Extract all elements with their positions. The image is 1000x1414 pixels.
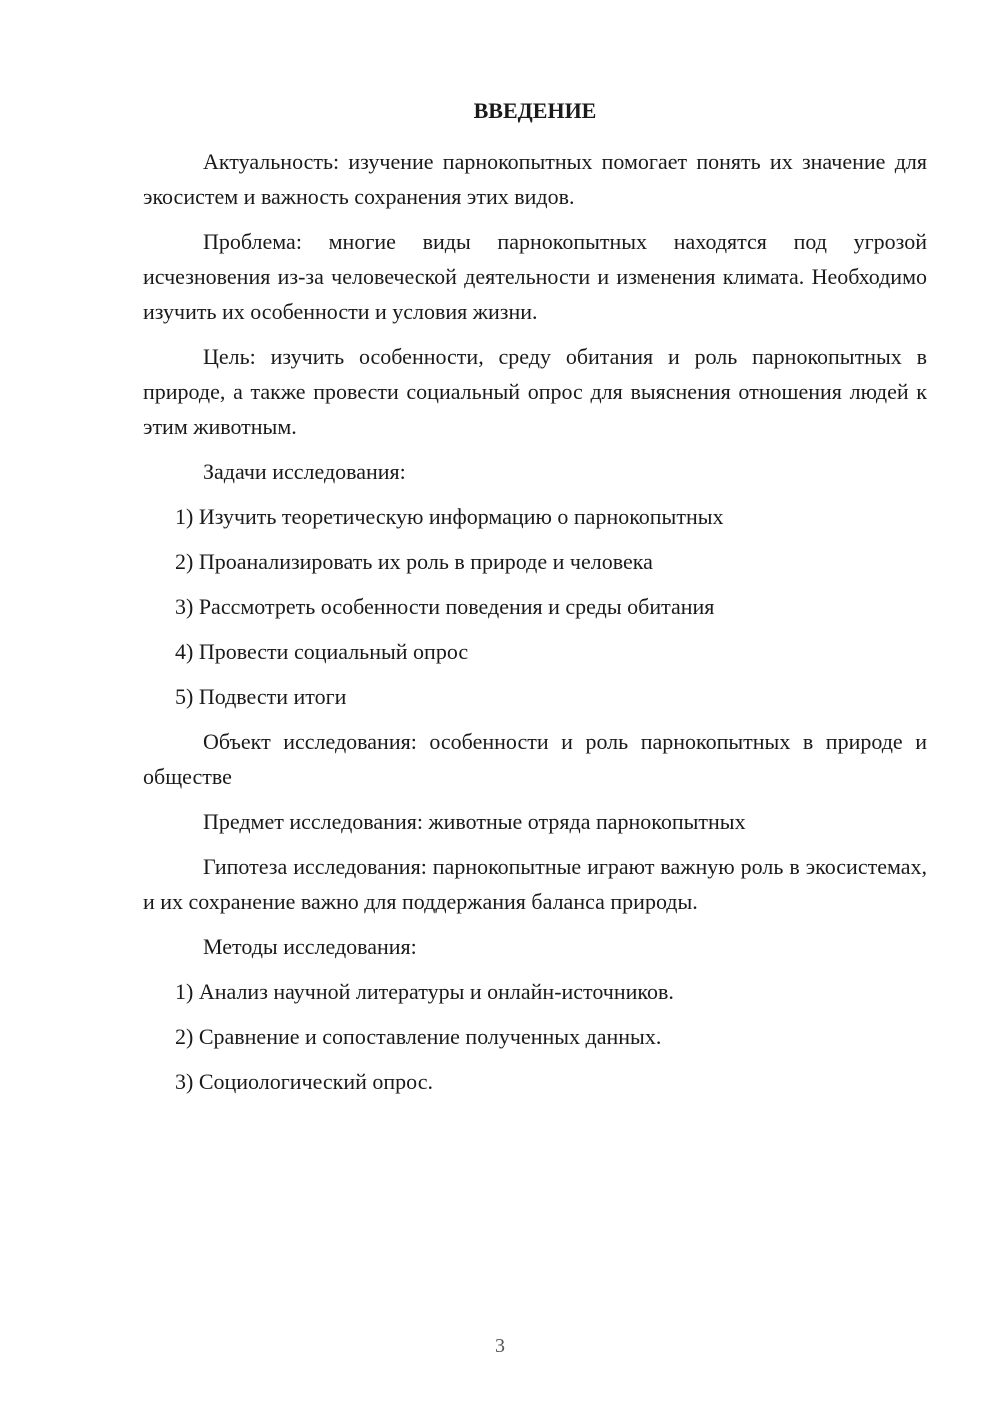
- problem-paragraph: Проблема: многие виды парнокопытных находятся под угрозой исчезновения из-за человеческой деятельности и изменения климата. Необходимо изучить их особенности и условия жизни.: [143, 229, 927, 324]
- tasks-heading: Задачи исследования:: [203, 459, 406, 484]
- subject-paragraph: Предмет исследования: животные отряда парнокопытных: [203, 809, 746, 834]
- hypothesis-paragraph: Гипотеза исследования: парнокопытные играют важную роль в экосистемах, и их сохранение важно для поддержания баланса природы.: [143, 854, 927, 914]
- object-paragraph: Объект исследования: особенности и роль парнокопытных в природе и обществе: [143, 729, 927, 789]
- goal-paragraph: Цель: изучить особенности, среду обитания и роль парнокопытных в природе, а также провести социальный опрос для выяснения отношения людей к этим животным.: [143, 344, 927, 439]
- tasks-list: [143, 499, 927, 714]
- page-title: ВВЕДЕНИЕ: [473, 98, 597, 123]
- list-item: 3) Рассмотреть особенности поведения и среды обитания: [175, 594, 715, 619]
- page-number: 3: [495, 1335, 505, 1357]
- list-item: 1) Изучить теоретическую информацию о парнокопытных: [175, 504, 724, 529]
- list-item: 2) Сравнение и сопоставление полученных данных.: [175, 1024, 662, 1049]
- list-item: 2) Проанализировать их роль в природе и человека: [175, 549, 653, 574]
- list-item: 5) Подвести итоги: [175, 684, 347, 709]
- list-item: 4) Провести социальный опрос: [175, 639, 469, 664]
- methods-list: [143, 974, 927, 1099]
- list-item: 3) Социологический опрос.: [175, 1069, 433, 1094]
- methods-heading: Методы исследования:: [203, 934, 417, 959]
- list-item: 1) Анализ научной литературы и онлайн-источников.: [175, 979, 674, 1004]
- relevance-paragraph: Актуальность: изучение парнокопытных помогает понять их значение для экосистем и важность сохранения этих видов.: [143, 149, 927, 209]
- page-content: [143, 96, 927, 1109]
